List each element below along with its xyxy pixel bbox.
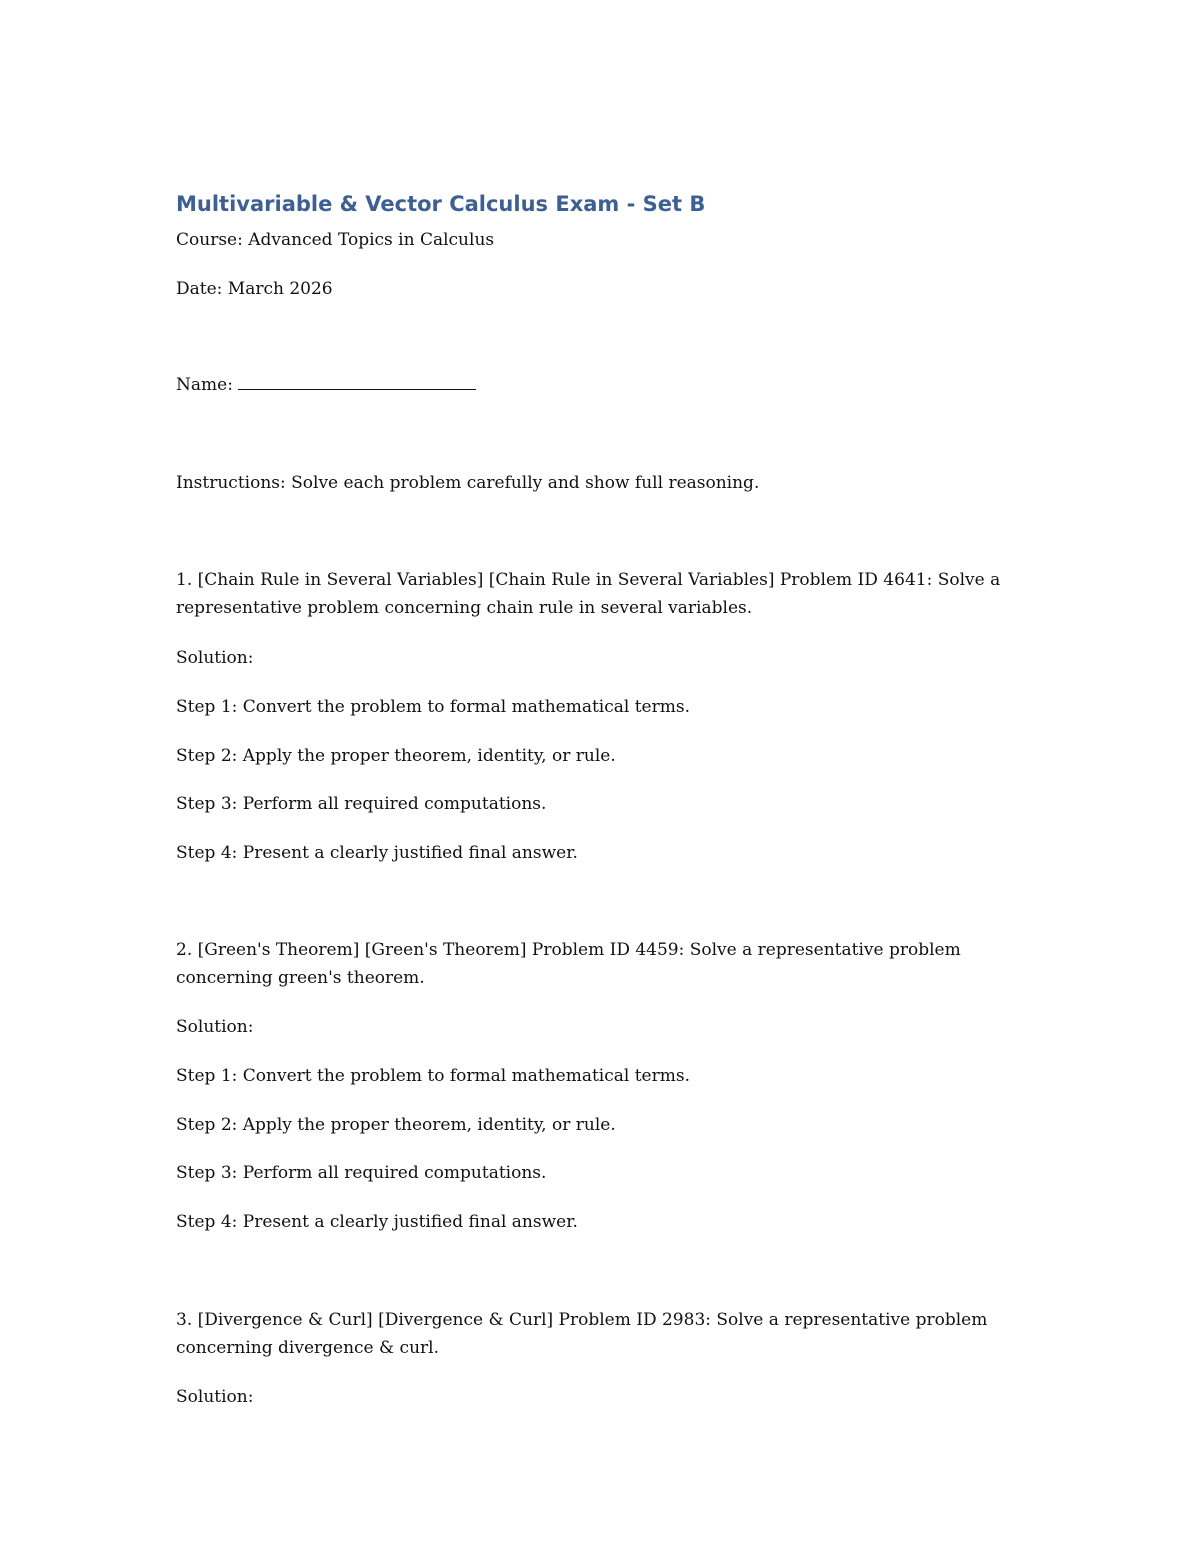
problem-1-step-4: Step 4: Present a clearly justified final answer.	[176, 843, 578, 863]
course-line: Course: Advanced Topics in Calculus	[176, 230, 495, 250]
problem-2-step-1: Step 1: Convert the problem to formal mathematical terms.	[176, 1066, 690, 1086]
instructions-line: Instructions: Solve each problem carefully and show full reasoning.	[176, 473, 760, 493]
problem-1-step-2: Step 2: Apply the proper theorem, identity, or rule.	[176, 746, 616, 766]
name-field	[176, 371, 476, 399]
problem-2-step-3: Step 3: Perform all required computations.	[176, 1163, 547, 1183]
problem-2-step-4: Step 4: Present a clearly justified final answer.	[176, 1212, 578, 1232]
problem-3-text: 3. [Divergence & Curl] [Divergence & Curl] Problem ID 2983: Solve a representative problem concerning divergence & curl.	[176, 1310, 988, 1358]
date-line: Date: March 2026	[176, 279, 333, 299]
name-label: Name:	[176, 375, 233, 395]
problem-1-solution-label: Solution:	[176, 648, 254, 668]
problem-1-step-3: Step 3: Perform all required computations.	[176, 794, 547, 814]
problem-2-step-2: Step 2: Apply the proper theorem, identity, or rule.	[176, 1115, 616, 1135]
problem-3-solution-label: Solution:	[176, 1387, 254, 1407]
exam-title: Multivariable & Vector Calculus Exam - Set B	[176, 192, 706, 216]
problem-2-text: 2. [Green's Theorem] [Green's Theorem] Problem ID 4459: Solve a representative problem concerning green's theorem.	[176, 940, 961, 988]
problem-1-step-1: Step 1: Convert the problem to formal mathematical terms.	[176, 697, 690, 717]
problem-2-solution-label: Solution:	[176, 1017, 254, 1037]
name-blank	[238, 371, 476, 390]
problem-1-text: 1. [Chain Rule in Several Variables] [Chain Rule in Several Variables] Problem ID 4641: Solve a representative problem concerning chain rule in several variables.	[176, 570, 1001, 618]
